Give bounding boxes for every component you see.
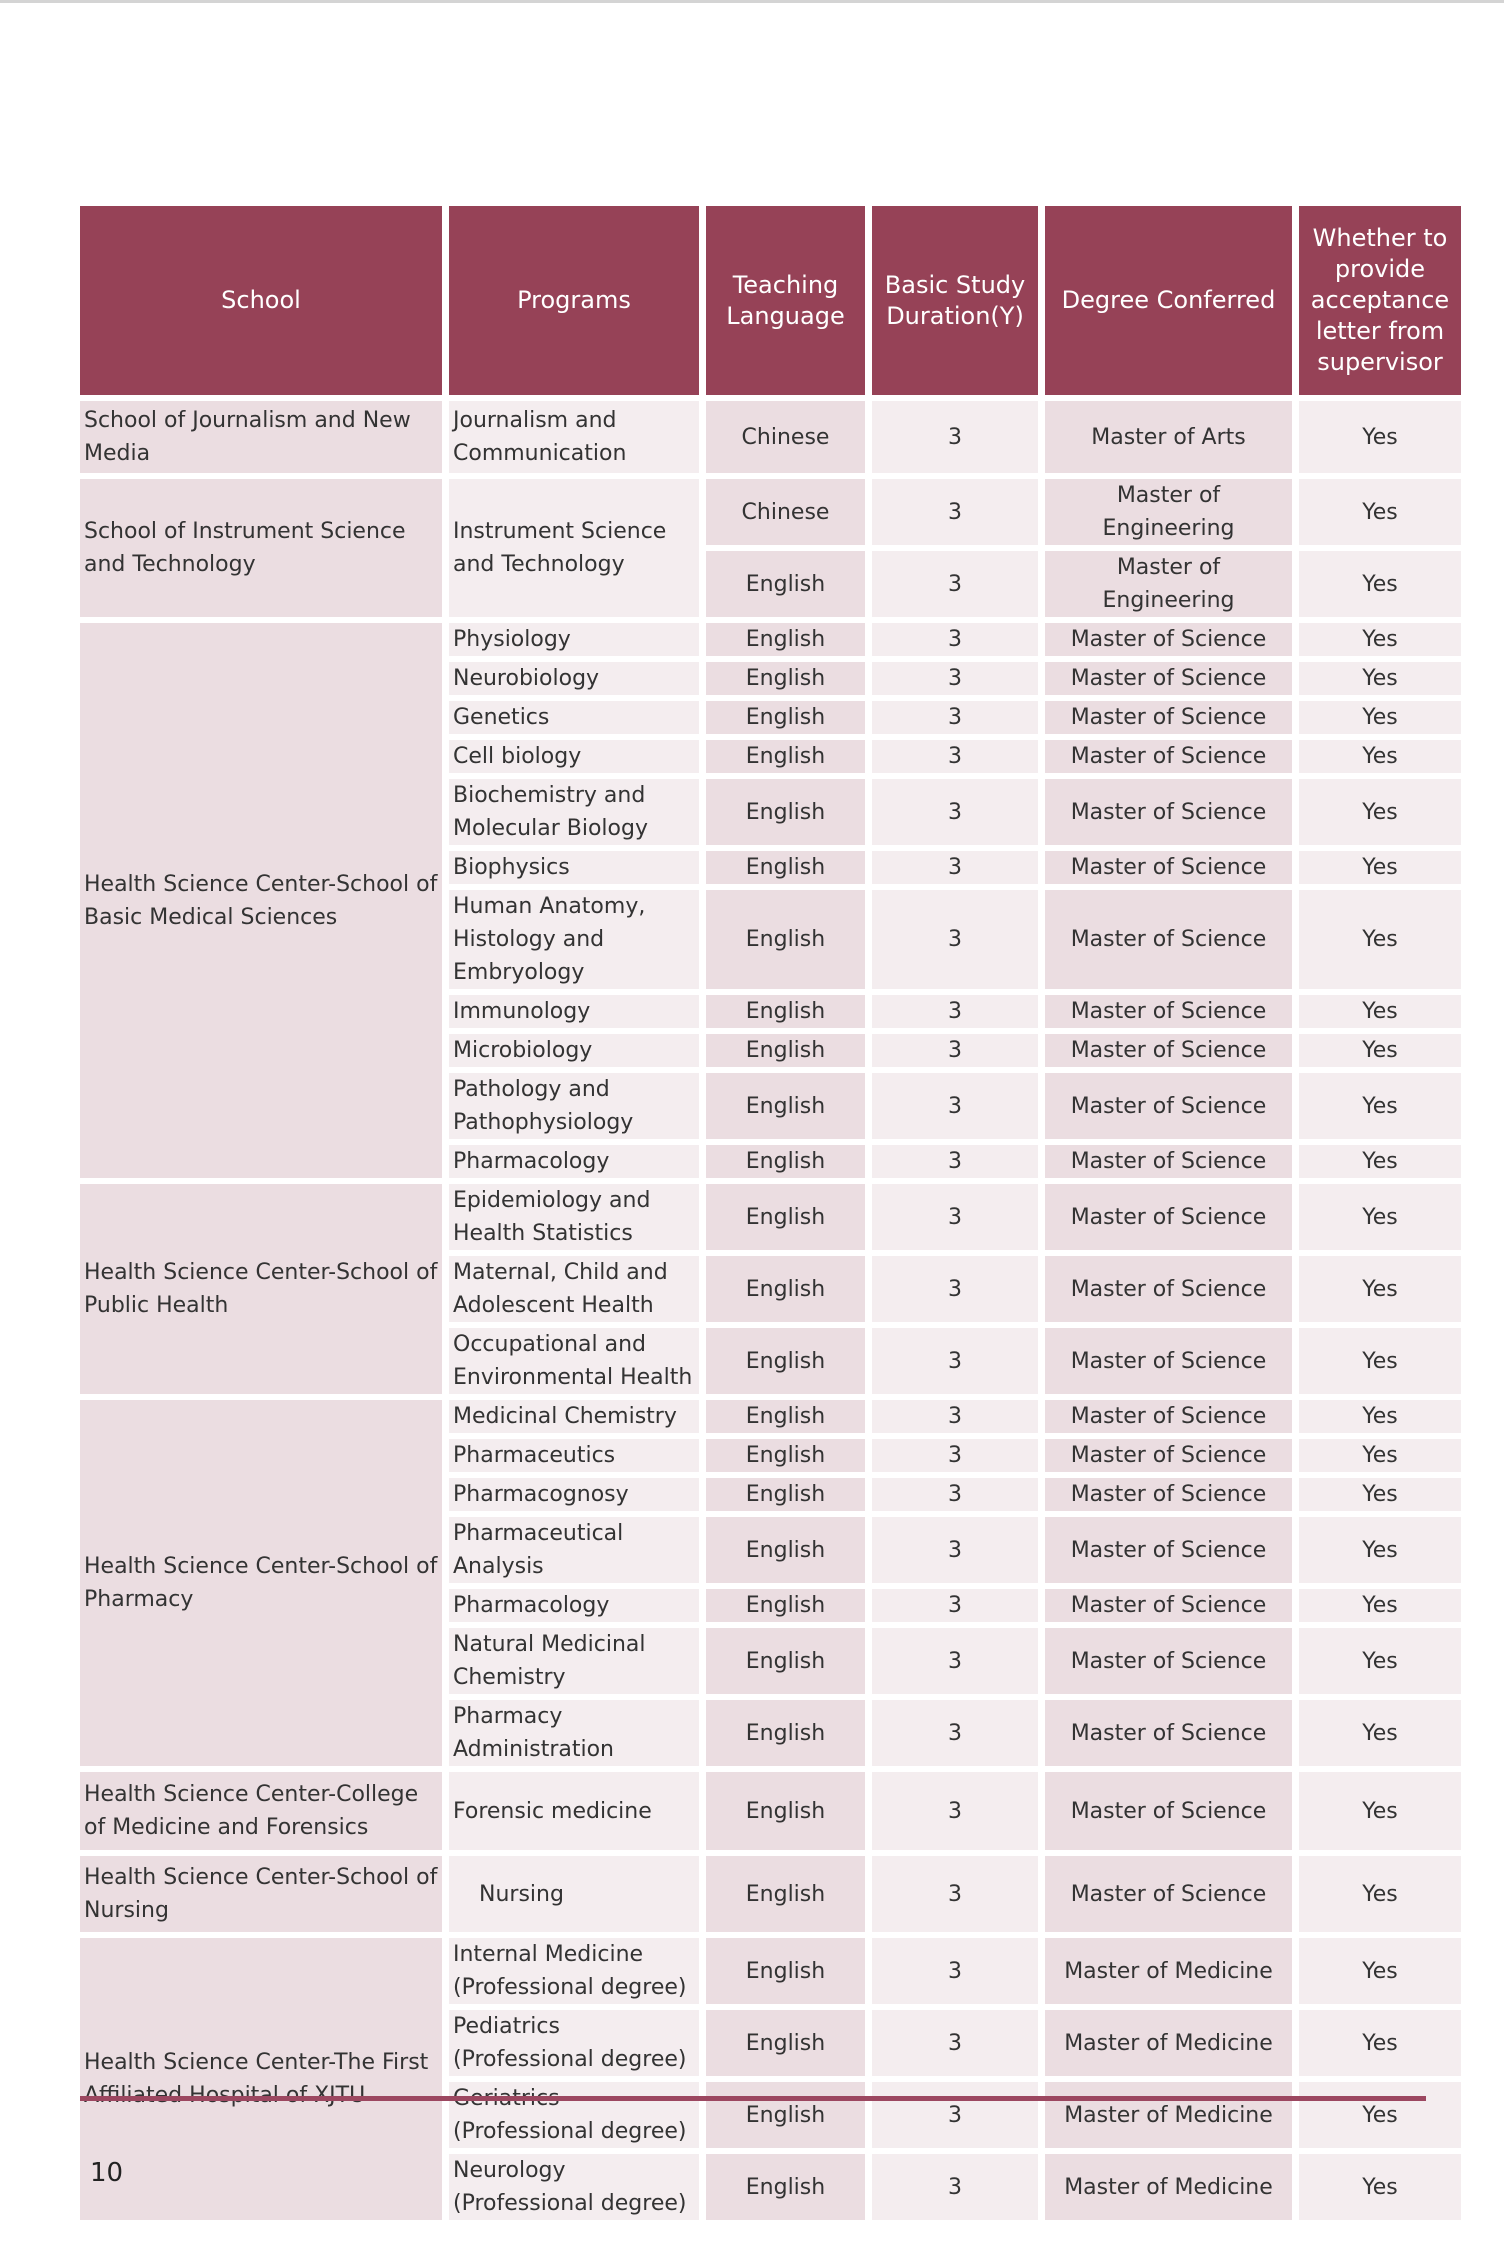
acceptance-cell: Yes xyxy=(1299,1034,1461,1067)
acceptance-cell: Yes xyxy=(1299,890,1461,989)
language-cell: English xyxy=(706,1772,865,1850)
language-cell: English xyxy=(706,1700,865,1766)
degree-cell: Master of Science xyxy=(1045,851,1292,884)
duration-cell: 3 xyxy=(872,1073,1038,1139)
duration-cell: 3 xyxy=(872,479,1038,545)
table-row xyxy=(80,401,1461,473)
acceptance-cell: Yes xyxy=(1299,2010,1461,2076)
degree-cell: Master of Science xyxy=(1045,890,1292,989)
program-cell: Cell biology xyxy=(449,740,699,773)
duration-cell: 3 xyxy=(872,1400,1038,1433)
degree-cell: Master of Science xyxy=(1045,1439,1292,1472)
language-cell: English xyxy=(706,701,865,734)
duration-cell: 3 xyxy=(872,401,1038,473)
duration-cell: 3 xyxy=(872,1145,1038,1178)
acceptance-cell: Yes xyxy=(1299,1256,1461,1322)
acceptance-cell: Yes xyxy=(1299,1700,1461,1766)
duration-cell: 3 xyxy=(872,1856,1038,1932)
acceptance-cell: Yes xyxy=(1299,1400,1461,1433)
language-cell: English xyxy=(706,1328,865,1394)
duration-cell: 3 xyxy=(872,701,1038,734)
language-cell: English xyxy=(706,1938,865,2004)
acceptance-cell: Yes xyxy=(1299,1628,1461,1694)
duration-cell: 3 xyxy=(872,2082,1038,2148)
acceptance-cell: Yes xyxy=(1299,740,1461,773)
table-row xyxy=(80,479,1461,545)
acceptance-cell: Yes xyxy=(1299,995,1461,1028)
duration-cell: 3 xyxy=(872,1589,1038,1622)
acceptance-cell: Yes xyxy=(1299,1938,1461,2004)
degree-cell: Master of Science xyxy=(1045,995,1292,1028)
program-cell: Neurology (Professional degree) xyxy=(449,2154,699,2220)
acceptance-cell: Yes xyxy=(1299,623,1461,656)
language-cell: English xyxy=(706,1589,865,1622)
duration-cell: 3 xyxy=(872,1772,1038,1850)
acceptance-cell: Yes xyxy=(1299,1856,1461,1932)
duration-cell: 3 xyxy=(872,1184,1038,1250)
program-cell: Natural Medicinal Chemistry xyxy=(449,1628,699,1694)
acceptance-cell: Yes xyxy=(1299,2082,1461,2148)
program-cell: Forensic medicine xyxy=(449,1772,699,1850)
program-cell: Neurobiology xyxy=(449,662,699,695)
page-number: 10 xyxy=(90,2158,124,2188)
language-cell: English xyxy=(706,995,865,1028)
program-cell: Pharmaceutical Analysis xyxy=(449,1517,699,1583)
language-cell: English xyxy=(706,1400,865,1433)
degree-cell: Master of Science xyxy=(1045,1856,1292,1932)
degree-cell: Master of Science xyxy=(1045,1478,1292,1511)
degree-cell: Master of Science xyxy=(1045,779,1292,845)
program-cell: Physiology xyxy=(449,623,699,656)
degree-cell: Master of Science xyxy=(1045,1589,1292,1622)
bottom-divider xyxy=(80,2096,1426,2101)
acceptance-cell: Yes xyxy=(1299,1517,1461,1583)
degree-cell: Master of Science xyxy=(1045,1628,1292,1694)
acceptance-cell: Yes xyxy=(1299,1772,1461,1850)
program-cell: Biochemistry and Molecular Biology xyxy=(449,779,699,845)
program-cell: Genetics xyxy=(449,701,699,734)
program-cell: Journalism and Communication xyxy=(449,401,699,473)
language-cell: English xyxy=(706,662,865,695)
degree-cell: Master of Science xyxy=(1045,1772,1292,1850)
header-teaching-language: Teaching Language xyxy=(706,206,865,395)
program-cell: Pediatrics (Professional degree) xyxy=(449,2010,699,2076)
language-cell: English xyxy=(706,2010,865,2076)
duration-cell: 3 xyxy=(872,1439,1038,1472)
acceptance-cell: Yes xyxy=(1299,479,1461,545)
acceptance-cell: Yes xyxy=(1299,2154,1461,2220)
language-cell: English xyxy=(706,1073,865,1139)
language-cell: English xyxy=(706,2154,865,2220)
school-cell: School of Instrument Science and Technology xyxy=(80,479,442,617)
language-cell: English xyxy=(706,1628,865,1694)
language-cell: English xyxy=(706,1184,865,1250)
table-row xyxy=(80,1400,1461,1433)
acceptance-cell: Yes xyxy=(1299,701,1461,734)
degree-cell: Master of Engineering xyxy=(1045,551,1292,617)
program-cell: Microbiology xyxy=(449,1034,699,1067)
language-cell: English xyxy=(706,740,865,773)
duration-cell: 3 xyxy=(872,779,1038,845)
school-cell: Health Science Center-School of Public Health xyxy=(80,1184,442,1394)
degree-cell: Master of Science xyxy=(1045,1700,1292,1766)
header-study-duration: Basic Study Duration(Y) xyxy=(872,206,1038,395)
acceptance-cell: Yes xyxy=(1299,1478,1461,1511)
duration-cell: 3 xyxy=(872,2154,1038,2220)
program-cell: Biophysics xyxy=(449,851,699,884)
program-cell: Instrument Science and Technology xyxy=(449,479,699,617)
program-cell: (Professional degree) xyxy=(449,2082,699,2148)
language-cell: English xyxy=(706,1439,865,1472)
language-cell: English xyxy=(706,551,865,617)
school-cell: Health Science Center-School of Nursing xyxy=(80,1856,442,1932)
language-cell: English xyxy=(706,851,865,884)
degree-cell: Master of Science xyxy=(1045,1073,1292,1139)
degree-cell: Master of Science xyxy=(1045,740,1292,773)
acceptance-cell: Yes xyxy=(1299,1184,1461,1250)
duration-cell: 3 xyxy=(872,1328,1038,1394)
language-cell: English xyxy=(706,1034,865,1067)
language-cell: Chinese xyxy=(706,401,865,473)
school-cell: Health Science Center-The First xyxy=(80,1938,442,2220)
degree-cell: Master of Science xyxy=(1045,662,1292,695)
duration-cell: 3 xyxy=(872,1034,1038,1067)
language-cell: Chinese xyxy=(706,479,865,545)
degree-cell: Master of Science xyxy=(1045,1517,1292,1583)
header-row xyxy=(80,206,1461,395)
duration-cell: 3 xyxy=(872,995,1038,1028)
acceptance-cell: Yes xyxy=(1299,779,1461,845)
acceptance-cell: Yes xyxy=(1299,1589,1461,1622)
school-cell: Health Science Center-College of Medicine and Forensics xyxy=(80,1772,442,1850)
degree-cell: Master of Science xyxy=(1045,1256,1292,1322)
language-cell: English xyxy=(706,1856,865,1932)
acceptance-cell: Yes xyxy=(1299,1073,1461,1139)
school-cell: Health Science Center-School of Basic Medical Sciences xyxy=(80,623,442,1178)
degree-cell: Master of Medicine xyxy=(1045,2154,1292,2220)
acceptance-cell: Yes xyxy=(1299,1328,1461,1394)
program-cell: Human Anatomy, Histology and Embryology xyxy=(449,890,699,989)
language-cell: English xyxy=(706,890,865,989)
duration-cell: 3 xyxy=(872,1938,1038,2004)
degree-cell: Master of Science xyxy=(1045,1034,1292,1067)
acceptance-cell: Yes xyxy=(1299,551,1461,617)
program-cell: Pharmacy Administration xyxy=(449,1700,699,1766)
top-divider xyxy=(0,0,1504,3)
degree-cell: Master of Medicine xyxy=(1045,2082,1292,2148)
table-row xyxy=(80,1184,1461,1250)
acceptance-cell: Yes xyxy=(1299,662,1461,695)
degree-cell: Master of Science xyxy=(1045,1145,1292,1178)
table-row xyxy=(80,1772,1461,1850)
program-cell: Immunology xyxy=(449,995,699,1028)
program-cell: Pathology and Pathophysiology xyxy=(449,1073,699,1139)
duration-cell: 3 xyxy=(872,740,1038,773)
program-cell: Nursing xyxy=(449,1856,699,1932)
degree-cell: Master of Medicine xyxy=(1045,2010,1292,2076)
header-acceptance-letter: Whether to provide acceptance letter from supervisor xyxy=(1299,206,1461,395)
degree-cell: Master of Science xyxy=(1045,623,1292,656)
duration-cell: 3 xyxy=(872,1478,1038,1511)
degree-cell: Master of Science xyxy=(1045,1184,1292,1250)
program-cell: Maternal, Child and Adolescent Health xyxy=(449,1256,699,1322)
table-row xyxy=(80,1938,1461,2004)
degree-cell: Master of Medicine xyxy=(1045,1938,1292,2004)
acceptance-cell: Yes xyxy=(1299,1439,1461,1472)
header-degree-conferred: Degree Conferred xyxy=(1045,206,1292,395)
program-cell: Pharmaceutics xyxy=(449,1439,699,1472)
duration-cell: 3 xyxy=(872,623,1038,656)
program-cell: Medicinal Chemistry xyxy=(449,1400,699,1433)
header-programs: Programs xyxy=(449,206,699,395)
duration-cell: 3 xyxy=(872,1517,1038,1583)
duration-cell: 3 xyxy=(872,1628,1038,1694)
table-row xyxy=(80,623,1461,656)
program-cell: Pharmacognosy xyxy=(449,1478,699,1511)
duration-cell: 3 xyxy=(872,551,1038,617)
acceptance-cell: Yes xyxy=(1299,1145,1461,1178)
language-cell: English xyxy=(706,623,865,656)
language-cell: English xyxy=(706,1145,865,1178)
table-row xyxy=(80,1856,1461,1932)
language-cell: English xyxy=(706,1478,865,1511)
language-cell: English xyxy=(706,2082,865,2148)
duration-cell: 3 xyxy=(872,1700,1038,1766)
duration-cell: 3 xyxy=(872,1256,1038,1322)
school-cell: Health Science Center-School of Pharmacy xyxy=(80,1400,442,1766)
programs-table xyxy=(73,200,1468,2226)
school-cell: School of Journalism and New Media xyxy=(80,401,442,473)
duration-cell: 3 xyxy=(872,890,1038,989)
degree-cell: Master of Science xyxy=(1045,1328,1292,1394)
program-cell: Occupational and Environmental Health xyxy=(449,1328,699,1394)
program-cell: Epidemiology and Health Statistics xyxy=(449,1184,699,1250)
duration-cell: 3 xyxy=(872,662,1038,695)
duration-cell: 3 xyxy=(872,2010,1038,2076)
acceptance-cell: Yes xyxy=(1299,851,1461,884)
program-cell: Pharmacology xyxy=(449,1589,699,1622)
program-cell: Internal Medicine (Professional degree) xyxy=(449,1938,699,2004)
language-cell: English xyxy=(706,779,865,845)
degree-cell: Master of Science xyxy=(1045,1400,1292,1433)
language-cell: English xyxy=(706,1517,865,1583)
degree-cell: Master of Arts xyxy=(1045,401,1292,473)
duration-cell: 3 xyxy=(872,851,1038,884)
degree-cell: Master of Engineering xyxy=(1045,479,1292,545)
language-cell: English xyxy=(706,1256,865,1322)
acceptance-cell: Yes xyxy=(1299,401,1461,473)
header-school: School xyxy=(80,206,442,395)
program-cell: Pharmacology xyxy=(449,1145,699,1178)
degree-cell: Master of Science xyxy=(1045,701,1292,734)
